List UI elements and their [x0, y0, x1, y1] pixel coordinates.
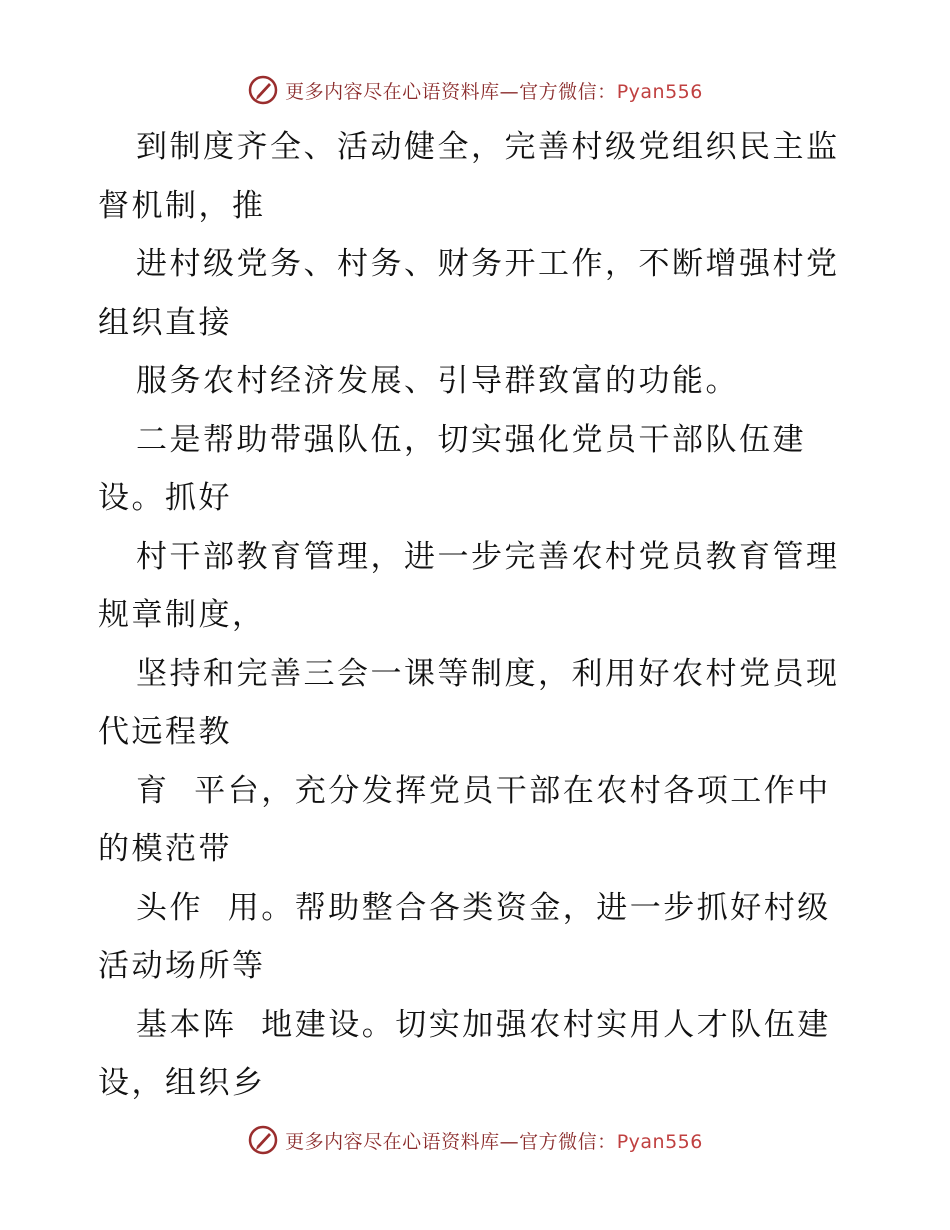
pen-circle-logo-icon: [247, 1124, 279, 1156]
footer-banner: [0, 1120, 950, 1160]
pen-circle-logo-icon: [247, 74, 279, 106]
text-line: 基本阵 地建设。切实加强农村实用人才队伍建: [136, 1006, 831, 1043]
footer-slogan: 更多内容尽在心语资料库: [285, 1130, 500, 1153]
text-line: 的模范带: [98, 831, 232, 867]
footer-banner-text: [285, 1127, 703, 1154]
text-line: 进村级党务、村务、财务开工作，不断增强村党: [136, 246, 840, 282]
header-dash: —: [499, 80, 520, 103]
text-line: 设，组织乡: [98, 1065, 266, 1101]
text-line: 督机制，推: [98, 187, 266, 224]
text-line: 二是帮助带强队伍，切实强化党员干部队伍建: [136, 421, 806, 458]
header-banner: [0, 70, 950, 110]
text-line: 育 平台，充分发挥党员干部在农村各项工作中: [136, 772, 831, 809]
header-slogan: 更多内容尽在心语资料库: [285, 80, 500, 103]
text-line: 服务农村经济发展、引导群致富的功能。: [136, 363, 739, 399]
text-line: 到制度齐全、活动健全，完善村级党组织民主监: [136, 129, 840, 165]
text-line: 设。抓好: [98, 480, 232, 516]
text-line: 坚持和完善三会一课等制度，利用好农村党员现: [136, 655, 840, 692]
header-wechat-label: 官方微信：: [519, 80, 617, 103]
footer-wechat-id: Pyan556: [616, 1130, 703, 1153]
document-body: [98, 118, 868, 1113]
text-line: 组织直接: [98, 304, 232, 341]
text-line: 规章制度，: [98, 597, 266, 633]
header-wechat-id: Pyan556: [616, 80, 703, 103]
header-banner-text: [285, 77, 703, 104]
text-line: 村干部教育管理，进一步完善农村党员教育管理: [136, 538, 840, 575]
text-line: 代远程教: [98, 714, 232, 750]
footer-wechat-label: 官方微信：: [519, 1130, 617, 1153]
text-line: 头作 用。帮助整合各类资金，进一步抓好村级: [136, 889, 831, 926]
footer-dash: —: [499, 1130, 520, 1153]
text-line: 活动场所等: [98, 948, 266, 984]
